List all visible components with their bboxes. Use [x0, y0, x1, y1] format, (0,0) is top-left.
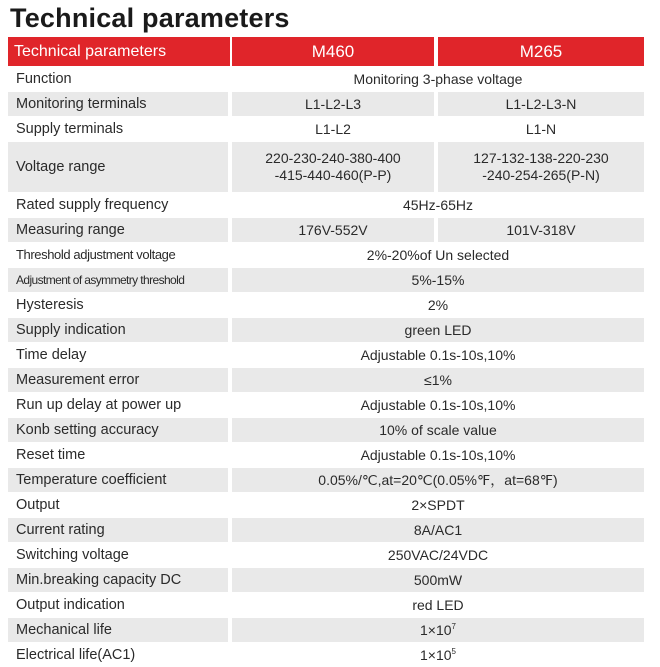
- row-output-indication: [8, 592, 644, 617]
- row-label: Konb setting accuracy: [8, 417, 232, 442]
- row-value: Adjustable 0.1s-10s,10%: [232, 342, 644, 367]
- row-switching-voltage: [8, 542, 644, 567]
- row-value: 2%-20%of Un selected: [232, 242, 644, 267]
- row-label: Current rating: [8, 517, 232, 542]
- row-label: Voltage range: [8, 141, 232, 192]
- row-value: red LED: [232, 592, 644, 617]
- row-label: Supply terminals: [8, 116, 232, 141]
- row-label: Hysteresis: [8, 292, 232, 317]
- m460-value: L1-L2: [232, 116, 438, 141]
- row-value: ≤1%: [232, 367, 644, 392]
- row-supply-terminals: [8, 116, 644, 141]
- row-label: Function: [8, 66, 232, 91]
- row-current-rating: [8, 517, 644, 542]
- row-supply-indication: [8, 317, 644, 342]
- row-label: Switching voltage: [8, 542, 232, 567]
- header-m265: M265: [438, 37, 644, 66]
- header-technical-parameters: Technical parameters: [8, 37, 232, 66]
- row-run-up-delay: [8, 392, 644, 417]
- row-label: Min.breaking capacity DC: [8, 567, 232, 592]
- m265-voltage-line-2: -240-254-265(P-N): [482, 167, 600, 183]
- row-monitoring-terminals: [8, 91, 644, 116]
- row-label: Measuring range: [8, 217, 232, 242]
- row-value: 8A/AC1: [232, 517, 644, 542]
- value-exponent: 5: [451, 647, 456, 656]
- row-value: 2%: [232, 292, 644, 317]
- row-value: 500mW: [232, 567, 644, 592]
- m265-value: L1-N: [438, 116, 644, 141]
- row-label-text: Threshold adjustment voltage: [16, 247, 176, 262]
- m265-value: L1-L2-L3-N: [438, 91, 644, 116]
- row-value: Adjustable 0.1s-10s,10%: [232, 392, 644, 417]
- row-label: Supply indication: [8, 317, 232, 342]
- row-label-text: Adjustment of asymmetry threshold: [16, 273, 185, 287]
- row-threshold-adjustment-voltage: [8, 242, 644, 267]
- m460-voltage-line-2: -415-440-460(P-P): [274, 167, 392, 183]
- m265-voltage-line-1: 127-132-138-220-230: [473, 150, 609, 166]
- row-label: Temperature coefficient: [8, 467, 232, 492]
- m265-value: [438, 141, 644, 192]
- value-base: 1×10: [420, 647, 452, 663]
- technical-parameters-table: [8, 37, 644, 667]
- value-base: 1×10: [420, 622, 452, 638]
- row-min-breaking-capacity: [8, 567, 644, 592]
- row-value: 0.05%/℃,at=20℃(0.05%℉，at=68℉): [232, 467, 644, 492]
- row-label: Electrical life(AC1): [8, 642, 232, 667]
- row-value: 2×SPDT: [232, 492, 644, 517]
- row-value: 250VAC/24VDC: [232, 542, 644, 567]
- row-time-delay: [8, 342, 644, 367]
- row-label: Reset time: [8, 442, 232, 467]
- row-label: [8, 267, 232, 292]
- row-label: Run up delay at power up: [8, 392, 232, 417]
- row-label: Measurement error: [8, 367, 232, 392]
- row-value: 5%-15%: [232, 267, 644, 292]
- row-value: 10% of scale value: [232, 417, 644, 442]
- row-measurement-error: [8, 367, 644, 392]
- row-label: [8, 242, 232, 267]
- row-reset-time: [8, 442, 644, 467]
- page-title: Technical parameters: [10, 3, 290, 33]
- row-function: [8, 66, 644, 91]
- m460-value: L1-L2-L3: [232, 91, 438, 116]
- row-label: Monitoring terminals: [8, 91, 232, 116]
- row-voltage-range: [8, 141, 644, 192]
- table-header-row: [8, 37, 644, 66]
- row-rated-supply-frequency: [8, 192, 644, 217]
- row-knob-setting-accuracy: [8, 417, 644, 442]
- row-value: [232, 617, 644, 642]
- row-value: green LED: [232, 317, 644, 342]
- m460-value: [232, 141, 438, 192]
- row-mechanical-life: [8, 617, 644, 642]
- m265-value: 101V-318V: [438, 217, 644, 242]
- m460-value: 176V-552V: [232, 217, 438, 242]
- row-label: Time delay: [8, 342, 232, 367]
- row-label: Output indication: [8, 592, 232, 617]
- row-label: Output: [8, 492, 232, 517]
- m460-voltage-line-1: 220-230-240-380-400: [265, 150, 401, 166]
- row-value: Adjustable 0.1s-10s,10%: [232, 442, 644, 467]
- value-exponent: 7: [451, 622, 456, 631]
- row-temperature-coefficient: [8, 467, 644, 492]
- row-value: [232, 642, 644, 667]
- row-hysteresis: [8, 292, 644, 317]
- row-value: Monitoring 3-phase voltage: [232, 66, 644, 91]
- header-m460: M460: [232, 37, 438, 66]
- row-adjustment-of-asymmetry-threshold: [8, 267, 644, 292]
- row-measuring-range: [8, 217, 644, 242]
- row-label: Rated supply frequency: [8, 192, 232, 217]
- row-electrical-life: [8, 642, 644, 667]
- row-output: [8, 492, 644, 517]
- row-value: 45Hz-65Hz: [232, 192, 644, 217]
- row-label: Mechanical life: [8, 617, 232, 642]
